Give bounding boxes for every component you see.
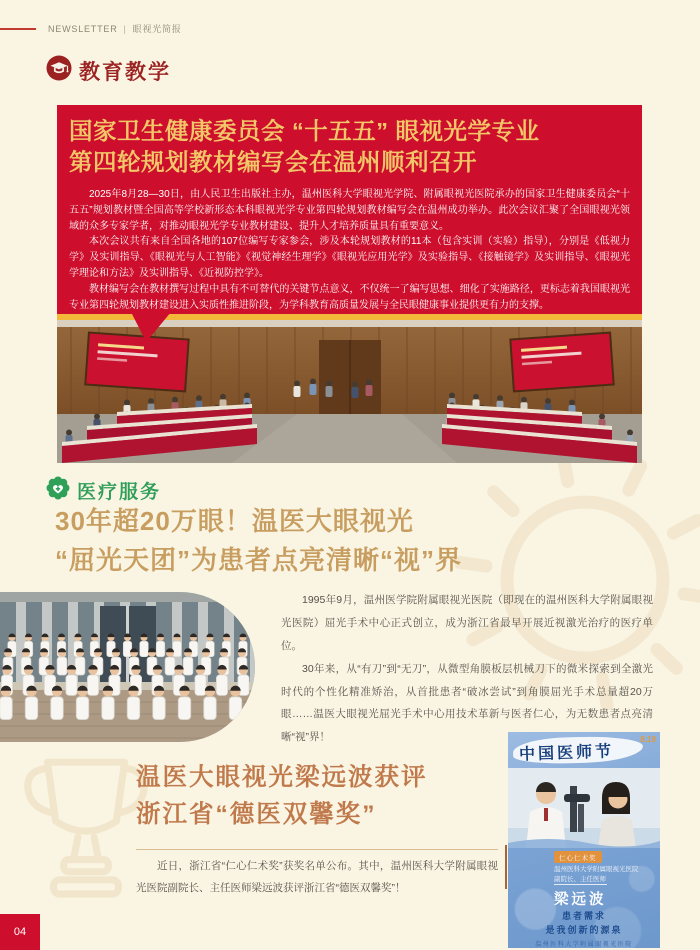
doctor-name: 梁远波 — [554, 884, 607, 909]
headline-line-1: 温医大眼视光梁远波获评 — [136, 764, 428, 791]
graduation-cap-icon — [46, 55, 72, 86]
education-paragraph: 本次会议共有来自全国各地的107位编写专家参会，涉及本轮规划教材的11本（包含实训（实验）指导），分别是《低视力学》及实训指导、《眼视光与人工智能》《视觉神经生理学》《眼视光应用光学》及实验指导、《接触镜学》及实训指导、《眼视光学理论和方法》及实训指导、《近视防控学》。 — [69, 236, 630, 279]
poster-quote: 患者需求 是我创新的源泉 — [545, 911, 623, 935]
medical-paragraph: 30年来，从“有刀”到“无刀”，从微型角膜板层机械刀下的微米探索到全激光时代的个性化精准矫治，从首批患者“破冰尝试”到角膜屈光手术总量超20万眼……温医大眼视光屈光手术中心用技术革新与医者仁心，为无数患者点亮清晰“视”界！ — [281, 662, 653, 744]
header-accent-line — [0, 28, 36, 30]
team-photo — [0, 592, 255, 742]
conference-photo — [57, 320, 642, 463]
masthead-separator: | — [123, 23, 127, 34]
doctor-exam-photo — [508, 768, 660, 848]
medical-paragraph: 1995年9月，温州医学院附属眼视光医院（即现在的温州医科大学附属眼视光医院）屈光手术中心正式创立，成为浙江省最早开展近视激光治疗的医疗单位。 — [281, 594, 653, 652]
education-feature-box — [57, 105, 642, 320]
award-paragraph: 近日，浙江省“仁心仁术奖”获奖名单公布。其中，温州医科大学附属眼视光医院副院长、主任医师梁远波获评浙江省“德医双馨奖”！ — [136, 860, 498, 895]
doctors-day-poster — [508, 732, 660, 948]
education-paragraph: 2025年8月28—30日，由人民卫生出版社主办，温州医科大学眼视光学院、附属眼视光医院承办的国家卫生健康委员会“十五五”规划教材暨全国高等学校新形态本科眼视光学专业第四轮规划教材编写会在温州成功举办。此次会议汇聚了全国眼视光领域的众多专家学者，对推动眼视光学专业教材建设、提升人才培养质量具有重要意义。 — [69, 188, 630, 232]
poster-footer: 温州医科大学附属眼视光医院 — [535, 942, 633, 948]
award-badge: 仁心仁术奖 — [554, 851, 602, 863]
award-headline — [136, 760, 428, 834]
divider-line — [136, 849, 498, 850]
masthead-title: 眼视光简报 — [132, 24, 182, 34]
poster-affiliation: 温州医科大学附属眼视光医院 副院长、主任医师 — [554, 866, 639, 884]
headline-line-2: 第四轮规划教材编写会在温州顺利召开 — [69, 149, 477, 176]
section-label-education: 教育教学 — [79, 60, 171, 84]
medical-headline — [55, 502, 462, 580]
education-headline — [69, 116, 630, 179]
page-number: 04 — [0, 914, 40, 950]
poster-date: 8.19 — [640, 735, 656, 744]
masthead-brand: NEWSLETTER — [48, 23, 118, 34]
vertical-rule — [505, 845, 507, 889]
section-label-medical: 医疗服务 — [77, 482, 162, 503]
headline-line-2: “屈光天团”为患者点亮清晰“视”界 — [55, 545, 463, 575]
section-badge-education — [46, 55, 171, 86]
poster-title: 中国医师节 — [518, 743, 615, 764]
section-badge-medical — [46, 476, 161, 505]
education-paragraph: 教材编写会在教材撰写过程中具有不可替代的关键节点意义，不仅统一了编写思想、细化了实施路径，更标志着我国眼视光专业第四轮规划教材建设进入实质性推进阶段，为学科教育高质量发展与全民眼健康事业提供更有力的支撑。 — [69, 283, 630, 311]
headline-line-2: 浙江省“德医双馨奖” — [136, 800, 377, 828]
headline-line-1: 国家卫生健康委员会 “十五五” 眼视光学专业 — [69, 118, 540, 144]
medical-heart-icon — [46, 476, 70, 505]
masthead — [48, 22, 182, 35]
headline-line-1: 30年超20万眼！温医大眼视光 — [55, 506, 414, 536]
medical-body — [281, 589, 653, 749]
